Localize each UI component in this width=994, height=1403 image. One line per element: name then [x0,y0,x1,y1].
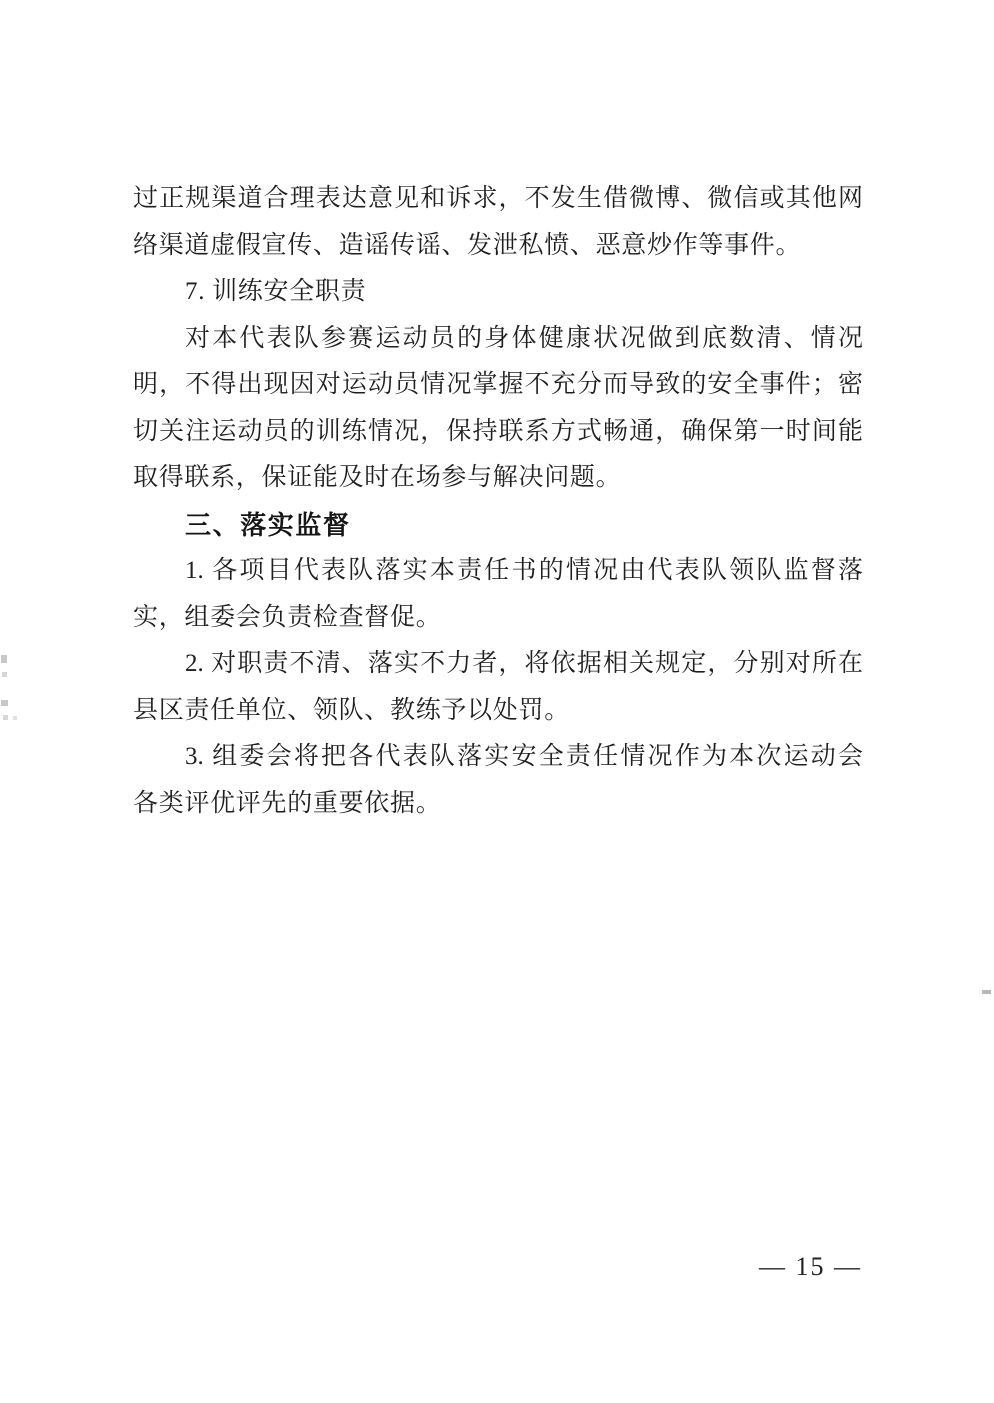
scan-speck [2,672,7,677]
scan-speck [1,700,8,706]
body-line: 过正规渠道合理表达意见和诉求，不发生借微博、微信或其他网 [133,185,863,212]
body-line: 切关注运动员的训练情况，保持联系方式畅通，确保第一时间能 [133,417,863,445]
document-body [133,176,863,827]
body-line: 县区责任单位、领队、教练予以处罚。 [133,696,570,724]
body-line: 实，组委会负责检查督促。 [133,603,442,631]
page-footer [759,1252,862,1282]
body-line: 对本代表队参赛运动员的身体健康状况做到底数清、情况 [185,324,863,352]
body-line: 各类评优评先的重要依据。 [133,789,442,817]
body-line: 络渠道虚假宣传、造谣传谣、发泄私愤、恶意炒作等事件。 [133,231,802,259]
page-number: — 15 — [759,1252,862,1281]
body-line: 明，不得出现因对运动员情况掌握不充分而导致的安全事件；密 [133,371,863,398]
body-line: 2. 对职责不清、落实不力者，将依据相关规定，分别对所在 [185,650,863,677]
body-line: 3. 组委会将把各代表队落实安全责任情况作为本次运动会 [185,743,863,770]
body-line: 取得联系，保证能及时在场参与解决问题。 [133,464,622,491]
body-line: 1. 各项目代表队落实本责任书的情况由代表队领队监督落 [185,557,863,584]
scan-speck [982,990,991,994]
scan-speck [1,655,7,663]
section-heading: 三、落实监督 [185,509,351,540]
scan-speck [3,715,8,720]
list-item-7-heading: 7. 训练安全职责 [185,278,367,305]
scan-speck [13,716,17,720]
